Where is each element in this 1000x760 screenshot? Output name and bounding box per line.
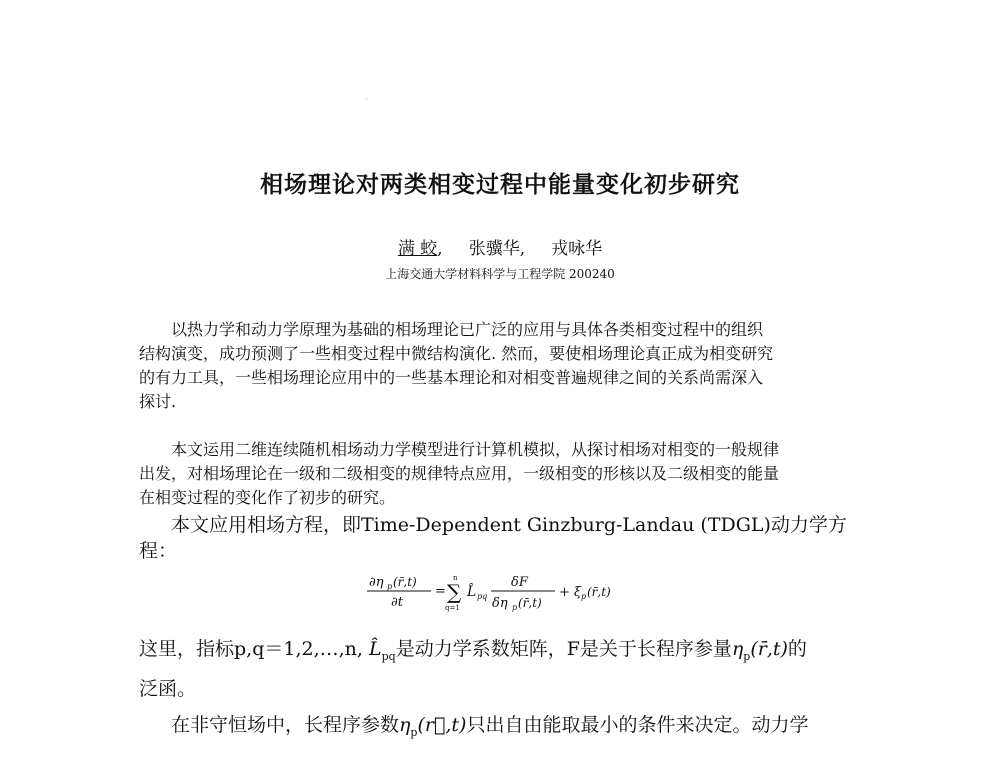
eq-lhs-sub: p [387, 582, 393, 591]
eq-frac-den-sub: p [512, 603, 518, 612]
eq-noise: + ξ [559, 585, 582, 600]
author-list [0, 234, 1000, 259]
p4-text: 的 [787, 638, 807, 660]
eq-noise-sub: p [581, 592, 587, 601]
eq-frac-numerator: δF [511, 575, 528, 590]
paragraph-1 [139, 318, 851, 414]
p5-text: 在非守恒场中，长程序参数 [171, 714, 400, 736]
p4-text: 这里，指标p,q＝1,2,…,n, [139, 638, 369, 660]
paragraph-1-line: 结构演变，成功预测了一些相变过程中微结构演化. 然而，要使相场理论真正成为相变研究 [139, 344, 774, 363]
paragraph-2 [139, 438, 851, 510]
eq-operator-sub: pq [477, 592, 488, 601]
eq-sum-symbol: ∑ [447, 580, 462, 604]
paper-title: 相场理论对两类相变过程中能量变化初步研究 [260, 172, 740, 198]
p4-eta-args: (r̄,t) [750, 638, 788, 660]
author-first: 满 蛟 [397, 239, 438, 259]
paragraph-1-line: 的有力工具，一些相场理论应用中的一些基本理论和对相变普遍规律之间的关系尚需深入 [139, 368, 764, 387]
affiliation: 上海交通大学材料科学与工程学院 200240 [385, 267, 615, 281]
paragraph-5-line [139, 712, 851, 746]
paragraph-5 [139, 712, 851, 746]
eq-noise-args: (r̄,t) [587, 585, 611, 599]
eq-frac-den-args: (r̄,t) [518, 596, 542, 610]
eq-lhs-args: (r̄,t) [393, 575, 417, 589]
p4-eta: η [731, 638, 744, 660]
p5-eta: η [399, 714, 411, 736]
p4-eta-sub: p [743, 649, 751, 663]
tdgl-equation [365, 570, 665, 620]
paragraph-2-line: 本文运用二维连续随机相场动力学模型进行计算机模拟，从探讨相场对相变的一般规律 [171, 440, 780, 459]
paragraph-3 [139, 512, 851, 564]
author-separator: , [437, 239, 443, 259]
eq-frac-den: δη [492, 596, 508, 611]
paragraph-4-line: 泛函。 [139, 677, 197, 700]
paragraph-4-line [139, 636, 851, 670]
paragraph-1-line: 以热力学和动力学原理为基础的相场理论已广泛的应用与具体各类相变过程中的组织 [171, 320, 764, 339]
p4-operator: L̂ [368, 638, 382, 660]
paragraph-2-line: 在相变过程的变化作了初步的研究。 [139, 488, 396, 507]
paragraph-3-line: 程： [139, 540, 178, 562]
paragraph-1-line: 探讨. [139, 392, 177, 411]
paragraph-3-line: 本文应用相场方程，即Time-Dependent Ginzburg-Landau (TDGL)动力学方 [171, 514, 847, 536]
author-third: 戎咏华 [551, 239, 603, 259]
eq-sum-top: n [453, 574, 458, 582]
eq-operator: L̂ [467, 584, 477, 600]
p5-eta-sub: p [410, 725, 418, 739]
p5-eta-args: (r⃗,t) [417, 714, 467, 736]
eq-lhs-numerator: ∂η [369, 575, 384, 590]
svg-text:=: = [435, 584, 446, 599]
p5-text: 只出自由能取最小的条件来决定。动力学 [466, 714, 809, 736]
author-second: 张骥华 [468, 239, 520, 259]
p4-operator-sub: pq [381, 649, 396, 663]
p4-text: 是动力学系数矩阵，F是关于长程序参量 [395, 638, 732, 660]
paragraph-4 [139, 636, 851, 702]
scan-mark: · [365, 95, 368, 105]
eq-sum-bottom: q=1 [445, 604, 460, 612]
eq-lhs-denominator: ∂t [391, 595, 403, 610]
author-separator: , [519, 239, 526, 259]
paragraph-2-line: 出发，对相场理论在一级和二级相变的规律特点应用，一级相变的形核以及二级相变的能量 [139, 464, 780, 483]
